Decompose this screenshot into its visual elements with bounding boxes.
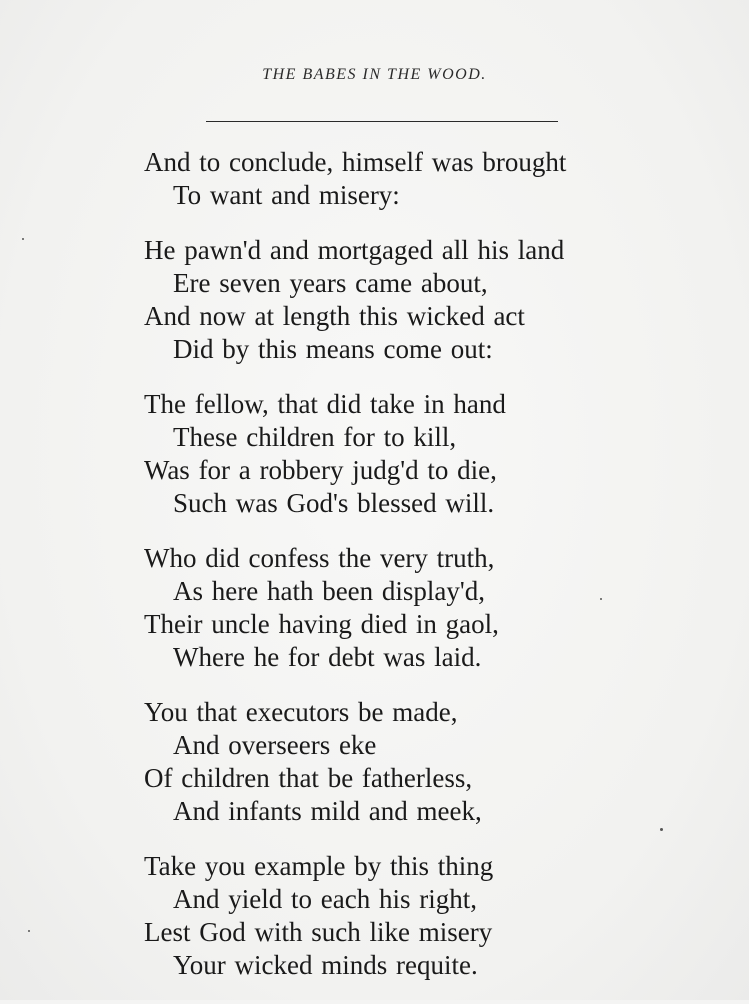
poem-line: Their uncle having died in gaol, (144, 609, 499, 639)
running-title: THE BABES IN THE WOOD. (262, 66, 487, 83)
poem-line: Was for a robbery judg'd to die, (144, 455, 497, 485)
paper-speck (600, 598, 602, 600)
paper-speck (22, 238, 24, 240)
poem-line: Take you example by this thing (144, 851, 494, 881)
poem-line: He pawn'd and mortgaged all his land (144, 235, 565, 265)
poem-line: Did by this means come out: (173, 334, 493, 364)
poem-line: And now at length this wicked act (144, 301, 525, 331)
poem-line: These children for to kill, (173, 422, 457, 452)
stanza-4 (144, 542, 704, 674)
poem-line: Of children that be fatherless, (144, 763, 473, 793)
stanza-1 (144, 146, 704, 212)
poem-line: Lest God with such like misery (144, 917, 493, 947)
stanza-6 (144, 850, 704, 982)
poem-line: And overseers eke (173, 730, 377, 760)
title-rule (206, 121, 558, 122)
stanza-5 (144, 696, 704, 828)
poem-line: And infants mild and meek, (173, 796, 482, 826)
paper-speck (28, 930, 30, 932)
poem-line: And yield to each his right, (173, 884, 477, 914)
stanza-3 (144, 388, 704, 520)
poem-line: To want and misery: (173, 180, 400, 210)
poem-line: And to conclude, himself was brought (144, 147, 567, 177)
poem (144, 146, 704, 1004)
poem-line: As here hath been display'd, (173, 576, 486, 606)
paper-speck (660, 828, 663, 831)
poem-line: Where he for debt was laid. (173, 642, 482, 672)
poem-line: You that executors be made, (144, 697, 458, 727)
poem-line: The fellow, that did take in hand (144, 389, 506, 419)
poem-line: Your wicked minds requite. (173, 950, 478, 980)
poem-line: Who did confess the very truth, (144, 543, 495, 573)
poem-line: Such was God's blessed will. (173, 488, 495, 518)
stanza-2 (144, 234, 704, 366)
poem-line: Ere seven years came about, (173, 268, 488, 298)
